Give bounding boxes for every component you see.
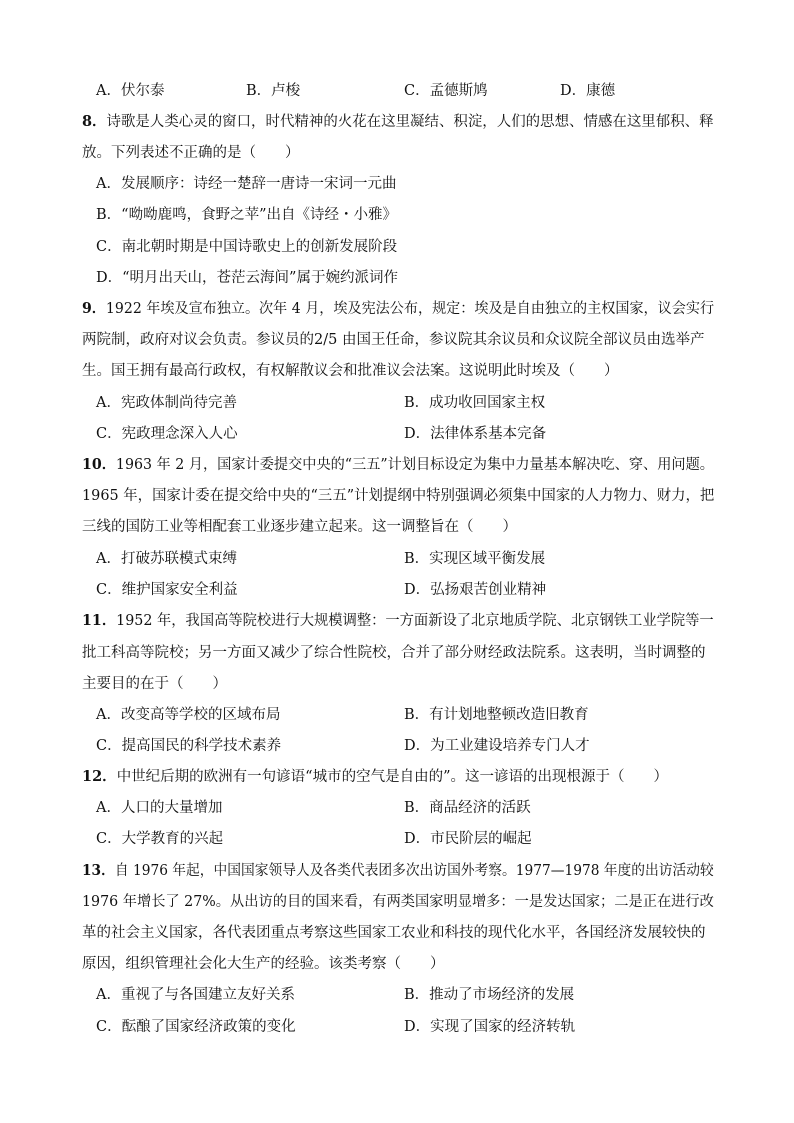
q7-option-d: D．康德 [560, 83, 616, 99]
q12-stem-line-1 [82, 767, 668, 787]
q7-option-b: B．卢梭 [246, 83, 301, 99]
q12-text-1: 中世纪后期的欧洲有一句谚语“城市的空气是自由的”。这一谚语的出现根源于（ ） [116, 769, 669, 785]
q9-stem-line-2: 两院制，政府对议会负责。参议员的2/5 由国王任命，参议院其余议员和众议院全部议员由选举产 [82, 332, 705, 348]
q13-number: 13． [82, 862, 115, 879]
q7-option-a: A．伏尔泰 [96, 83, 165, 99]
q13-stem-line-4: 原因，组织管理社会化大生产的经验。该类考察（ ） [82, 956, 445, 972]
q13-text-1: 自 1976 年起，中国国家领导人及各类代表团多次出访国外考察。1977—1978 年度的出访活动较 [114, 863, 714, 879]
q9-option-d: D．法律体系基本完备 [404, 426, 547, 442]
q12-option-c: C．大学教育的兴起 [96, 831, 224, 847]
q13-stem-line-3: 革的社会主义国家，各代表团重点考察这些国家工农业和科技的现代化水平，各国经济发展较快的 [82, 925, 706, 941]
q10-stem-line-3: 三线的国防工业等相配套工业逐步建立起来。这一调整旨在（ ） [82, 519, 517, 535]
q13-option-c: C．酝酿了国家经济政策的变化 [96, 1019, 296, 1035]
q12-option-d: D．市民阶层的崛起 [404, 831, 532, 847]
q9-number: 9． [82, 300, 106, 317]
q13-option-d: D．实现了国家的经济转轨 [404, 1019, 576, 1035]
q11-option-b: B．有计划地整顿改造旧教育 [404, 707, 589, 723]
q8-text-1: 诗歌是人类心灵的窗口，时代精神的火花在这里凝结、积淀，人们的思想、情感在这里郁积、释 [106, 114, 714, 130]
q8-option-c: C．南北朝时期是中国诗歌史上的创新发展阶段 [96, 239, 398, 255]
q8-option-d: D．“明月出天山，苍茫云海间”属于婉约派词作 [96, 270, 398, 286]
q10-option-b: B．实现区域平衡发展 [404, 551, 546, 567]
q11-text-1: 1952 年，我国高等院校进行大规模调整：一方面新设了北京地质学院、北京钢铁工业学院等一 [116, 613, 714, 629]
q10-option-a: A．打破苏联模式束缚 [96, 551, 237, 567]
q10-number: 10． [82, 456, 116, 473]
q9-stem-line-1 [82, 299, 714, 319]
q10-text-1: 1963 年 2 月，国家计委提交中央的“三五”计划目标设定为集中力量基本解决吃、穿、用问题。 [115, 457, 714, 473]
q11-stem-line-3: 主要目的在于（ ） [82, 676, 227, 692]
q9-text-1: 1922 年埃及宣布独立。次年 4 月，埃及宪法公布，规定：埃及是自由独立的主权国家，议会实行 [105, 301, 715, 317]
q8-stem-line-2: 放。下列表述不正确的是（ ） [82, 145, 300, 161]
q8-number: 8． [82, 113, 107, 130]
q13-stem-line-2: 1976 年增长了 27%。从出访的目的国来看，有两类国家明显增多：一是发达国家；二是正在进行改 [82, 894, 714, 910]
q10-option-c: C．维护国家安全利益 [96, 582, 238, 598]
q13-option-b: B．推动了市场经济的发展 [404, 987, 575, 1003]
q10-option-d: D．弘扬艰苦创业精神 [404, 582, 547, 598]
q11-option-c: C．提高国民的科学技术素养 [96, 738, 282, 754]
q13-stem-line-1 [82, 861, 714, 881]
q10-stem-line-1 [82, 455, 714, 475]
q11-option-a: A．改变高等学校的区域布局 [96, 707, 281, 723]
q9-option-a: A．宪政体制尚待完善 [96, 395, 237, 411]
q8-stem-line-1 [82, 112, 714, 132]
q11-number: 11． [82, 612, 117, 629]
q12-option-b: B．商品经济的活跃 [404, 800, 531, 816]
q13-option-a: A．重视了与各国建立友好关系 [96, 987, 295, 1003]
q9-option-b: B．成功收回国家主权 [404, 395, 546, 411]
q12-option-a: A．人口的大量增加 [96, 800, 223, 816]
q7-option-c: C．孟德斯鸠 [404, 83, 488, 99]
q11-stem-line-1 [82, 611, 714, 631]
q10-stem-line-2: 1965 年，国家计委在提交给中央的“三五”计划提纲中特别强调必须集中国家的人力物力、财力，把 [82, 488, 715, 504]
q12-number: 12． [82, 768, 117, 785]
q9-option-c: C．宪政理念深入人心 [96, 426, 238, 442]
q8-option-a: A．发展顺序：诗经一楚辞一唐诗一宋词一元曲 [96, 176, 397, 192]
q11-option-d: D．为工业建设培养专门人才 [404, 738, 590, 754]
q11-stem-line-2: 批工科高等院校；另一方面又减少了综合性院校，合并了部分财经政法院系。这表明，当时调整的 [82, 645, 706, 661]
q8-option-b: B．“呦呦鹿鸣，食野之苹”出自《诗经・小雅》 [96, 207, 397, 223]
q9-stem-line-3: 生。国王拥有最高行政权，有权解散议会和批准议会法案。这说明此时埃及（ ） [82, 363, 619, 379]
